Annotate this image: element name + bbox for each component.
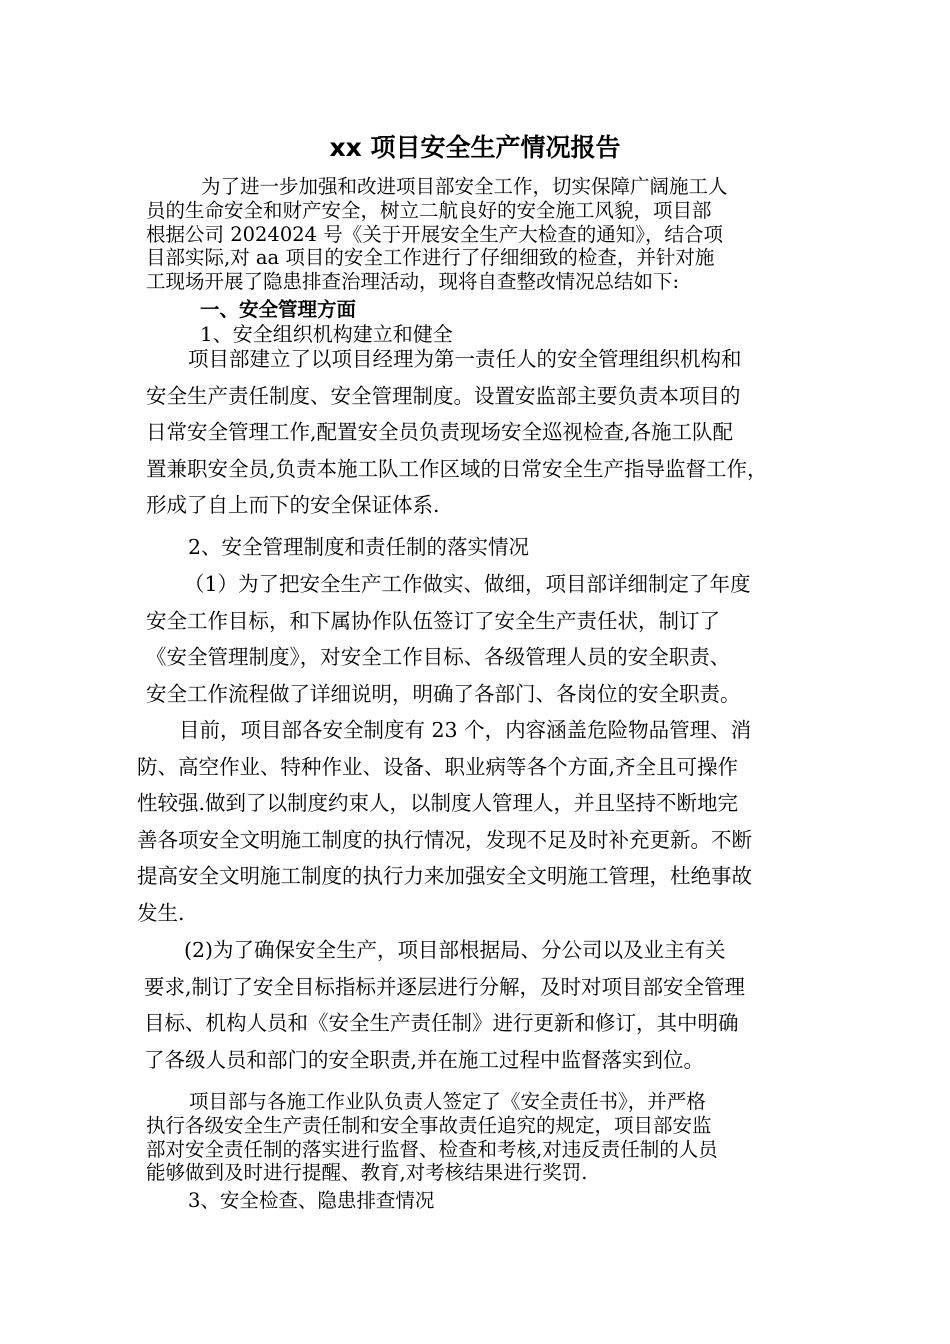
subsection-heading: 3、安全检查、隐患排查情况 bbox=[188, 1189, 435, 1212]
text-line: 《安全管理制度》，对安全工作目标、各级管理人员的安全职责、 bbox=[146, 645, 731, 670]
text-line: （1）为了把安全生产工作做实、做细，项目部详细制定了年度 bbox=[184, 572, 751, 596]
subsection-heading: 1、安全组织机构建立和健全 bbox=[200, 322, 453, 346]
text-line: 形成了自上而下的安全保证体系. bbox=[146, 493, 440, 518]
text-line: 防、高空作业、特种作业、设备、职业病等各个方面,齐全且可操作 bbox=[137, 754, 739, 779]
current-status-paragraph bbox=[137, 712, 752, 932]
document-title: xx 项目安全生产情况报告 bbox=[329, 133, 621, 162]
text-line: 项目部建立了以项目经理为第一责任人的安全管理组织机构和 bbox=[188, 347, 742, 371]
text-line: 安全生产责任制度、安全管理制度。设置安监部主要负责本项目的 bbox=[146, 383, 741, 408]
item-1-paragraph bbox=[146, 566, 751, 712]
item-2-paragraph bbox=[144, 932, 745, 1078]
text-line: 执行各级安全生产责任制和安全事故责任追究的规定，项目部安监 bbox=[146, 1113, 712, 1137]
text-line: 员的生命安全和财产安全，树立二航良好的安全施工风貌，项目部 bbox=[146, 198, 712, 222]
text-line: 了各级人员和部门的安全职责,并在施工过程中监督落实到位。 bbox=[144, 1047, 705, 1072]
text-line: 日常安全管理工作,配置安全员负责现场安全巡视检查,各施工队配 bbox=[146, 420, 734, 445]
text-line: 目前，项目部各安全制度有 23 个，内容涵盖危险物品管理、消 bbox=[179, 718, 752, 742]
text-line: 目标、机构人员和《安全生产责任制》进行更新和修订，其中明确 bbox=[144, 1011, 739, 1036]
text-line: 能够做到及时进行提醒、教育,对考核结果进行奖罚. bbox=[146, 1161, 588, 1185]
text-line: 性较强.做到了以制度约束人，以制度人管理人，并且坚持不断地完 bbox=[137, 791, 739, 816]
text-line: 提高安全文明施工制度的执行力来加强安全文明施工管理，杜绝事故 bbox=[137, 864, 752, 889]
intro-paragraph bbox=[146, 175, 728, 294]
text-line: 工现场开展了隐患排查治理活动，现将自查整改情况总结如下: bbox=[146, 270, 680, 294]
text-line: 安全工作流程做了详细说明，明确了各部门、各岗位的安全职责。 bbox=[146, 681, 741, 706]
text-line: 为了进一步加强和改进项目部安全工作，切实保障广阔施工人 bbox=[201, 175, 728, 198]
text-line: 发生. bbox=[137, 900, 185, 925]
text-line: (2)为了确保安全生产，项目部根据局、分公司以及业主有关 bbox=[184, 938, 726, 962]
section-heading: 一、安全管理方面 bbox=[200, 298, 357, 321]
text-line: 善各项安全文明施工制度的执行情况，发现不足及时补充更新。不断 bbox=[137, 827, 752, 852]
org-paragraph bbox=[146, 341, 768, 524]
text-line: 部对安全责任制的落实进行监督、检查和考核,对违反责任制的人员 bbox=[146, 1137, 718, 1161]
text-line: 置兼职安全员,负责本施工队工作区域的日常安全生产指导监督工作， bbox=[146, 456, 768, 481]
text-line: 项目部与各施工作业队负责人签定了《安全责任书》，并严格 bbox=[189, 1090, 706, 1113]
text-line: 安全工作目标，和下属协作队伍签订了安全生产责任状，制订了 bbox=[146, 608, 720, 633]
responsibility-paragraph bbox=[146, 1090, 718, 1185]
text-line: 目部实际,对 aa 项目的安全工作进行了仔细细致的检查，并针对施 bbox=[146, 246, 715, 270]
subsection-heading: 2、安全管理制度和责任制的落实情况 bbox=[188, 535, 530, 559]
text-line: 要求,制订了安全目标指标并逐层进行分解，及时对项目部安全管理 bbox=[144, 974, 746, 999]
text-line: 根据公司 2024024 号《关于开展安全生产大检查的通知》，结合项 bbox=[146, 222, 723, 246]
